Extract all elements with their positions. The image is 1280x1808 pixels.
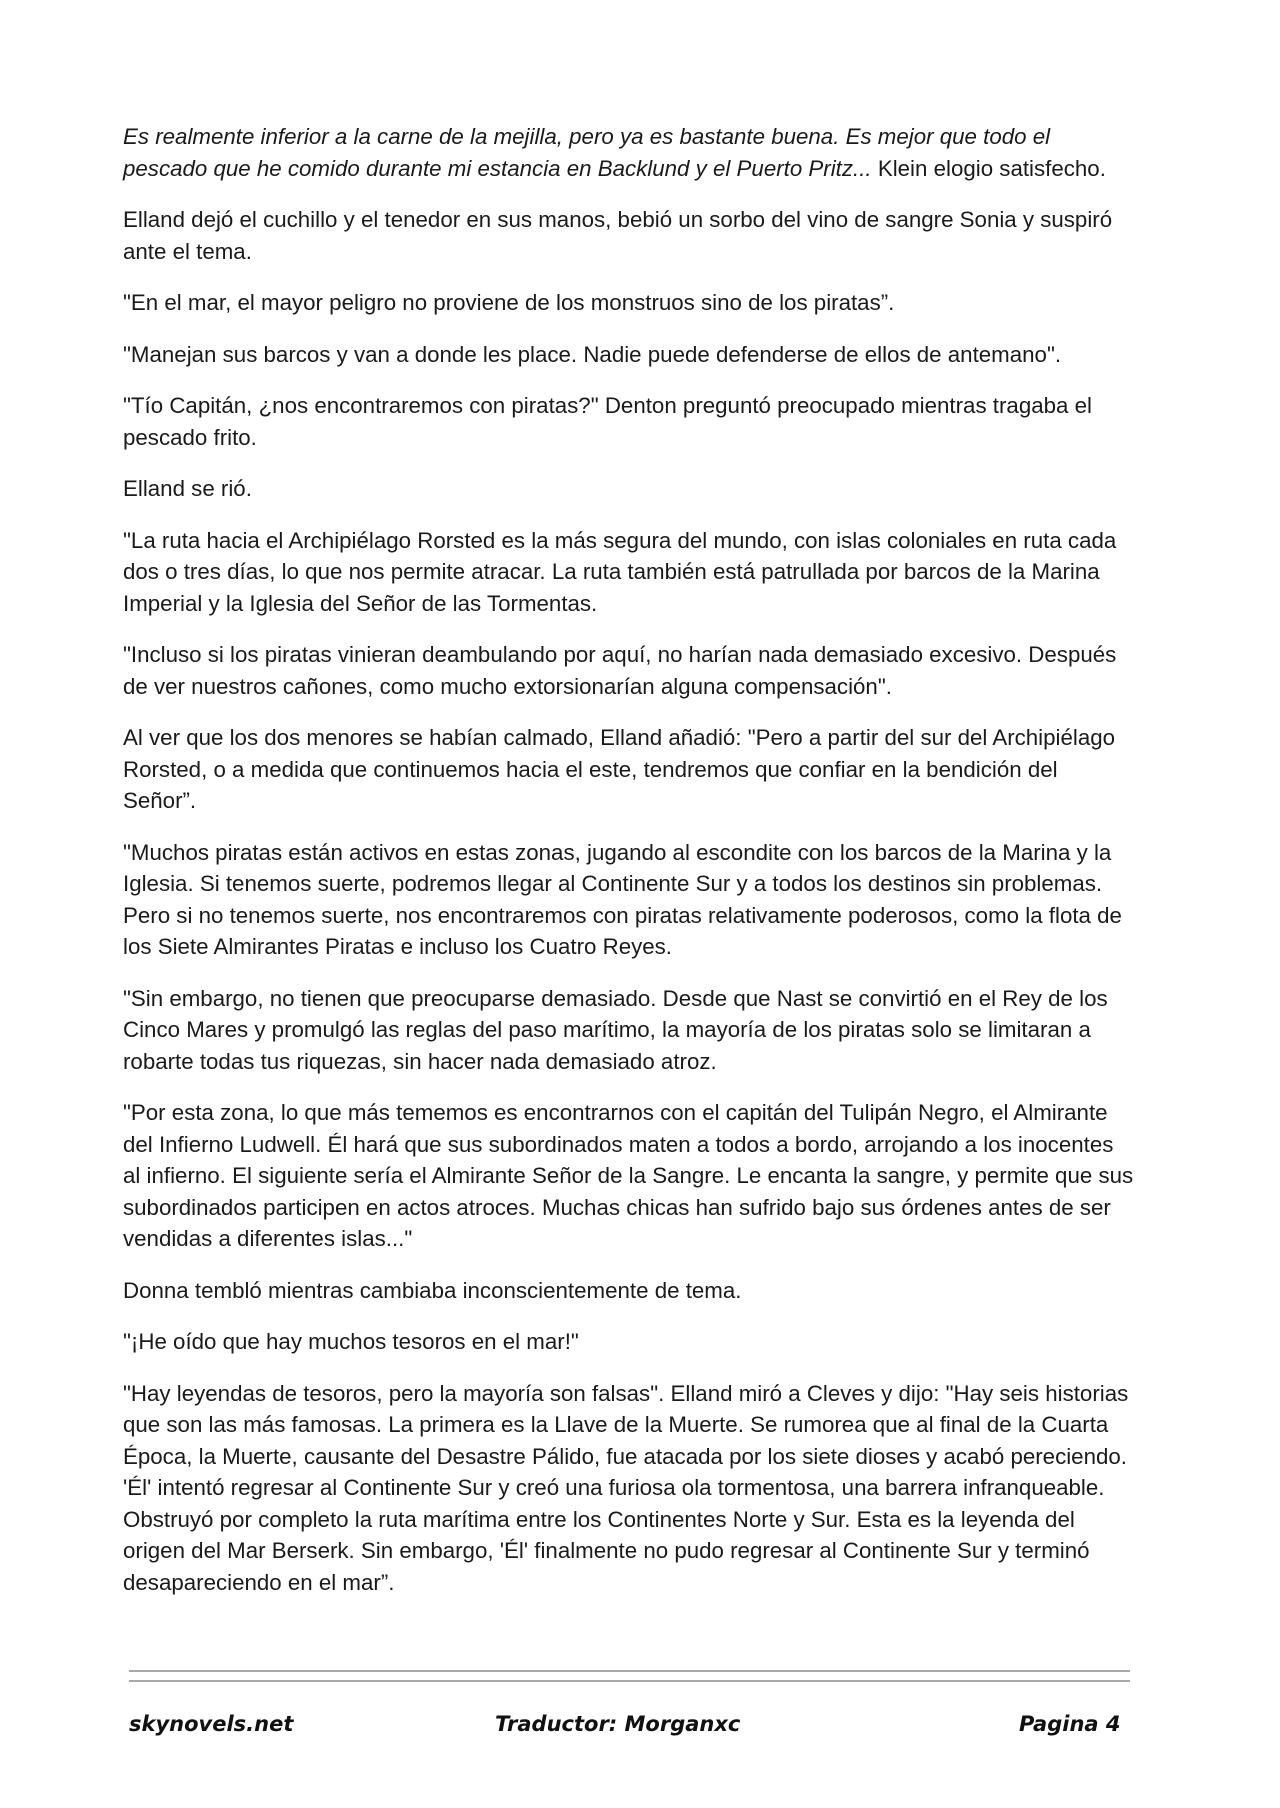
paragraph: "Incluso si los piratas vinieran deambulando por aquí, no harían nada demasiado excesivo. Después de ver nuestros cañones, como mucho extorsionarían alguna compensación". [123, 642, 1117, 699]
footer-translator: Traductor: Morganxc [495, 1712, 741, 1736]
paragraph: "Sin embargo, no tienen que preocuparse demasiado. Desde que Nast se convirtió en el Rey de los Cinco Mares y promulgó las reglas del paso marítimo, la mayoría de los piratas solo se limitaran a robarte todas tus riquezas, sin hacer nada demasiado atroz. [123, 985, 1108, 1074]
footer-divider-top [129, 1670, 1130, 1672]
paragraph: Al ver que los dos menores se habían calmado, Elland añadió: "Pero a partir del sur del Archipiélago Rorsted, o a medida que continuemos hacia el este, tendremos que confiar en la bendición del Señor”. [123, 725, 1116, 813]
paragraph: "Muchos piratas están activos en estas zonas, jugando al escondite con los barcos de la Marina y la Iglesia. Si tenemos suerte, podremos llegar al Continente Sur y a todos los destinos sin problemas. Pero si no tenemos suerte, nos encontraremos con piratas relativamente poderosos, como la flota de los Siete Almirantes Piratas e incluso los Cuatro Reyes. [123, 839, 1122, 959]
footer-divider-bottom [129, 1680, 1130, 1682]
paragraph: Elland dejó el cuchillo y el tenedor en sus manos, bebió un sorbo del vino de sangre Sonia y suspiró ante el tema. [123, 207, 1113, 264]
paragraph: "En el mar, el mayor peligro no proviene de los monstruos sino de los piratas”. [123, 290, 895, 315]
italic-thought: Es realmente inferior a la carne de la mejilla, pero ya es bastante buena. Es mejor que todo el pescado que he comido durante mi estancia en Backlund y el Puerto Pritz... [123, 124, 1051, 181]
paragraph: Donna tembló mientras cambiaba inconscientemente de tema. [123, 1277, 742, 1303]
paragraph: "Manejan sus barcos y van a donde les place. Nadie puede defenderse de ellos de antemano". [123, 341, 1062, 367]
paragraph: "Tío Capitán, ¿nos encontraremos con piratas?" Denton preguntó preocupado mientras tragaba el pescado frito. [123, 393, 1092, 450]
footer-site: skynovels.net [129, 1712, 294, 1736]
page-footer [0, 1712, 1280, 1752]
body-text [123, 121, 1135, 1618]
paragraph-text: Klein elogio satisfecho. [871, 155, 1106, 181]
paragraph: "Por esta zona, lo que más tememos es encontrarnos con el capitán del Tulipán Negro, el Almirante del Infierno Ludwell. Él hará que sus subordinados maten a todos a bordo, arrojando a los inocentes al infierno. El siguiente sería el Almirante Señor de la Sangre. Le encanta la sangre, y permite que sus subordinados participen en actos atroces. Muchas chicas han sufrido bajo sus órdenes antes de ser vendidas a diferentes islas..." [123, 1100, 1134, 1251]
paragraph: "La ruta hacia el Archipiélago Rorsted es la más segura del mundo, con islas coloniales en ruta cada dos o tres días, lo que nos permite atracar. La ruta también está patrullada por barcos de la Marina Imperial y la Iglesia del Señor de las Tormentas. [123, 527, 1117, 616]
paragraph: "Hay leyendas de tesoros, pero la mayoría son falsas". Elland miró a Cleves y dijo: "Hay seis historias que son las más famosas. La primera es la Llave de la Muerte. Se rumorea que al final de la Cuarta Época, la Muerte, causante del Desastre Pálido, fue atacada por los siete dioses y acabó pereciendo. 'Él' intentó regresar al Continente Sur y creó una furiosa ola tormentosa, una barrera infranqueable. Obstruyó por completo la ruta marítima entre los Continentes Norte y Sur. Esta es la leyenda del origen del Mar Berserk. Sin embargo, 'Él' finalmente no pudo regresar al Continente Sur y terminó desapareciendo en el mar”. [123, 1380, 1129, 1595]
paragraph: "¡He oído que hay muchos tesoros en el mar!" [123, 1329, 579, 1354]
paragraph: Elland se rió. [123, 476, 252, 501]
footer-page-number: Pagina 4 [1019, 1712, 1121, 1736]
paragraph [123, 121, 1135, 184]
